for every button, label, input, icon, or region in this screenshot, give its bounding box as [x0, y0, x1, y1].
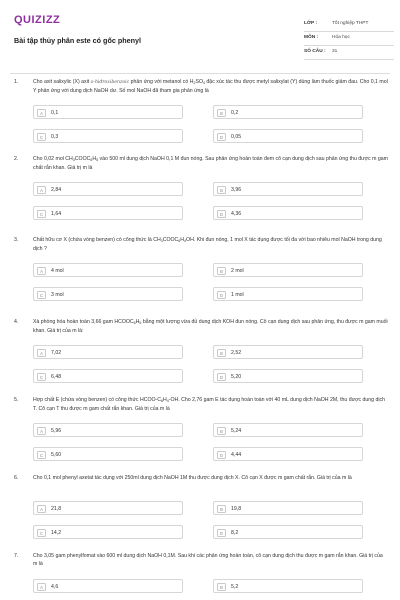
option-letter: C: [37, 529, 46, 537]
answer-option-d[interactable]: [213, 447, 363, 461]
option-letter: A: [37, 427, 46, 435]
answer-option-c[interactable]: [33, 447, 183, 461]
option-letter: D: [217, 291, 226, 299]
option-value: 19,8: [231, 506, 242, 513]
worksheet-header: [14, 12, 390, 64]
meta-info: [304, 18, 394, 60]
option-letter: B: [217, 427, 226, 435]
option-letter: B: [217, 505, 226, 513]
meta-row-class: [304, 18, 394, 32]
question-number: 7.: [14, 553, 19, 559]
option-value: 5,60: [51, 452, 62, 459]
option-letter: B: [217, 109, 226, 117]
option-value: 1,64: [51, 211, 62, 218]
option-letter: C: [37, 210, 46, 218]
option-value: 14,2: [51, 530, 62, 537]
answer-option-b[interactable]: [213, 345, 363, 359]
question-number: 2.: [14, 156, 19, 162]
option-letter: A: [37, 109, 46, 117]
option-letter: C: [37, 373, 46, 381]
question-text: Cho 3,05 gam phenylfomat vào 600 ml dung dịch NaOH 0,1M. Sau khi các phản ứng hoàn toàn, cô cạn dung dịch thu được m gam rắn khan. Giá trị của m là: [33, 553, 383, 567]
answer-option-c[interactable]: [33, 287, 183, 301]
question-number: 4.: [14, 319, 19, 325]
option-value: 2,52: [231, 350, 242, 357]
option-value: 5,24: [231, 428, 242, 435]
answer-option-d[interactable]: [213, 206, 363, 220]
option-value: 4,36: [231, 211, 242, 218]
option-value: 2,84: [51, 187, 62, 194]
option-letter: A: [37, 583, 46, 591]
answer-option-c[interactable]: [33, 129, 183, 143]
answer-option-b[interactable]: [213, 501, 363, 515]
meta-key: LỚP :: [304, 21, 318, 26]
option-letter: B: [217, 267, 226, 275]
header-divider: [10, 73, 390, 74]
option-letter: D: [217, 133, 226, 141]
meta-row-subject: [304, 32, 394, 46]
answer-option-b[interactable]: [213, 263, 363, 277]
answer-option-d[interactable]: [213, 525, 363, 539]
option-letter: A: [37, 186, 46, 194]
meta-value: Hóa học: [332, 35, 350, 40]
option-letter: C: [37, 451, 46, 459]
option-value: 8,2: [231, 530, 239, 537]
option-letter: C: [37, 291, 46, 299]
meta-key: MÔN :: [304, 35, 319, 40]
option-value: 4,44: [231, 452, 242, 459]
answer-option-b[interactable]: [213, 423, 363, 437]
option-value: 2 mol: [231, 268, 244, 275]
option-letter: C: [37, 133, 46, 141]
answer-option-d[interactable]: [213, 129, 363, 143]
question-text: Xà phòng hóa hoàn toàn 3,66 gam $HCOOC_6H_5$ bằng một lượng vừa đủ dung dịch KOH đun nóng. Cô cạn dung dịch sau phản ứng, thu được m gam muối khan. Giá trị của m là:: [33, 319, 388, 334]
meta-value: 31: [332, 49, 338, 54]
option-letter: D: [217, 210, 226, 218]
option-value: 5,2: [231, 584, 239, 591]
option-letter: A: [37, 267, 46, 275]
option-value: 6,48: [51, 374, 62, 381]
question-text: Hợp chất E (chứa vòng benzen) có công thức HCOO-$C_6H_4-OH$. Cho 2,76 gam E tác dụng hoàn toàn với 40 mL dung dịch NaOH 2M, thu được dung dịch T. Cô cạn T thu được m gam chất rắn khan. Giá trị của m là: [33, 397, 386, 412]
answer-option-d[interactable]: [213, 369, 363, 383]
option-value: 3,96: [231, 187, 242, 194]
answer-option-a[interactable]: [33, 579, 183, 593]
option-letter: A: [37, 505, 46, 513]
answer-option-c[interactable]: [33, 206, 183, 220]
answer-option-a[interactable]: [33, 105, 183, 119]
option-letter: D: [217, 451, 226, 459]
answer-option-a[interactable]: [33, 263, 183, 277]
answer-option-a[interactable]: [33, 501, 183, 515]
option-letter: D: [217, 373, 226, 381]
answer-option-b[interactable]: [213, 105, 363, 119]
option-value: 3 mol: [51, 292, 64, 299]
option-letter: B: [217, 349, 226, 357]
option-value: 21,8: [51, 506, 62, 513]
option-value: 0,05: [231, 134, 242, 141]
option-value: 0,1: [51, 110, 59, 117]
question-text: Cho 0,1 mol phenyl axetat tác dụng với 250ml dung dịch NaOH 1M thu được dung dịch X. Cô cạn X được m gam chất rắn. Giá trị của m là: [33, 475, 352, 481]
question-text: Cho axit salixylic (X) axit o-hiđroxibenzoic phản ứng với metanol có $H_2SO_4$ đặc xúc tác thu được metyl salixylat (Y) dùng làm thuốc giảm đau. Cho 0,1 mol Y phản ứng với dung dịch NaOH dư. Số mol NaOH đã tham gia phản ứng là: [33, 79, 388, 94]
meta-key: SỐ CÂU :: [304, 49, 326, 54]
answer-option-c[interactable]: [33, 525, 183, 539]
answer-option-c[interactable]: [33, 369, 183, 383]
option-letter: B: [217, 583, 226, 591]
meta-value: Tốt nghiệp THPT: [332, 21, 369, 26]
option-value: 0,2: [231, 110, 239, 117]
answer-option-a[interactable]: [33, 182, 183, 196]
question-number: 1.: [14, 79, 19, 85]
option-value: 7,02: [51, 350, 62, 357]
answer-option-a[interactable]: [33, 423, 183, 437]
question-number: 3.: [14, 237, 19, 243]
answer-option-b[interactable]: [213, 182, 363, 196]
answer-option-b[interactable]: [213, 579, 363, 593]
option-letter: A: [37, 349, 46, 357]
option-letter: D: [217, 529, 226, 537]
meta-row-count: [304, 46, 394, 60]
page-title: Bài tập thủy phân este có gốc phenyl: [14, 36, 141, 45]
option-value: 1 mol: [231, 292, 244, 299]
option-letter: B: [217, 186, 226, 194]
quizizz-logo: QUIZIZZ: [14, 14, 61, 26]
question-number: 5.: [14, 397, 19, 403]
answer-option-a[interactable]: [33, 345, 183, 359]
question-text: Chất hữu cơ X (chứa vòng benzen) có công thức là $CH_3COOC_6H_4OH$. Khi đun nóng, 1 mol X tác dụng được tối đa với bao nhiêu mol NaOH trong dung dịch ?: [33, 237, 382, 252]
option-value: 4,6: [51, 584, 59, 591]
question-number: 6.: [14, 475, 19, 481]
option-value: 5,96: [51, 428, 62, 435]
answer-option-d[interactable]: [213, 287, 363, 301]
question-text: Cho 0,02 mol $CH_3COOC_6H_5$ vào 500 ml dung dịch NaOH 0,1 M đun nóng. Sau phản ứng hoàn toàn đem cô cạn dung dịch sau phản ứng thu được m gam chất rắn khan. Giá trị m là: [33, 156, 388, 171]
option-value: 0,3: [51, 134, 59, 141]
option-value: 5,20: [231, 374, 242, 381]
option-value: 4 mol: [51, 268, 64, 275]
